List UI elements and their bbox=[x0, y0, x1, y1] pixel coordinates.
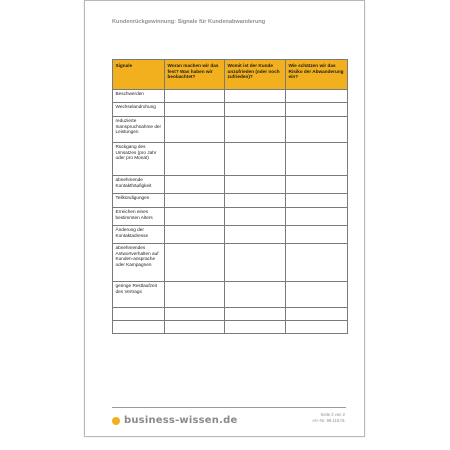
risk-cell bbox=[286, 193, 348, 207]
observation-cell bbox=[165, 175, 225, 193]
observation-cell bbox=[165, 281, 225, 307]
risk-cell bbox=[286, 243, 348, 281]
risk-cell bbox=[286, 142, 348, 175]
risk-cell bbox=[286, 320, 348, 333]
header-cell-risk: Wie schätzen wir das Risiko der Abwanderung ein? bbox=[286, 60, 348, 90]
header-cell-dissatisfaction: Womit ist der Kunde unzufrieden (oder noch zufrieden)? bbox=[225, 60, 286, 90]
risk-cell bbox=[286, 102, 348, 116]
table-header-row bbox=[113, 60, 348, 90]
signal-cell: abnehmendes Antwortverhalten auf Kunden-ansprache oder Kampagnen bbox=[113, 243, 165, 281]
observation-cell bbox=[165, 89, 225, 102]
observation-cell bbox=[165, 225, 225, 243]
table-row bbox=[113, 243, 348, 281]
dissatisfaction-cell bbox=[225, 320, 286, 333]
dissatisfaction-cell bbox=[225, 89, 286, 102]
page-info bbox=[312, 412, 345, 424]
dissatisfaction-cell bbox=[225, 175, 286, 193]
dissatisfaction-cell bbox=[225, 281, 286, 307]
observation-cell bbox=[165, 243, 225, 281]
table-row bbox=[113, 193, 348, 207]
table-row bbox=[113, 307, 348, 320]
observation-cell bbox=[165, 207, 225, 225]
signal-cell: Teilkündigungen bbox=[113, 193, 165, 207]
dissatisfaction-cell bbox=[225, 243, 286, 281]
risk-cell bbox=[286, 225, 348, 243]
dissatisfaction-cell bbox=[225, 142, 286, 175]
signal-cell: geringe Restlaufzeit des Vertrags bbox=[113, 281, 165, 307]
observation-cell bbox=[165, 320, 225, 333]
dissatisfaction-cell bbox=[225, 193, 286, 207]
signal-cell: reduzierte Inanspruchnahme der Leistungen bbox=[113, 116, 165, 142]
header-cell-observation: Woran machen wir das fest? Was haben wir beobachtet? bbox=[165, 60, 225, 90]
observation-cell bbox=[165, 102, 225, 116]
table-row bbox=[113, 142, 348, 175]
article-number: Art.-Nr. 99.118.01 bbox=[312, 418, 345, 423]
signal-cell: Wechselandrohung bbox=[113, 102, 165, 116]
brand-name: business-wissen.de bbox=[124, 415, 238, 426]
risk-cell bbox=[286, 116, 348, 142]
brand-logo bbox=[112, 415, 237, 426]
dissatisfaction-cell bbox=[225, 102, 286, 116]
risk-cell bbox=[286, 175, 348, 193]
table-row bbox=[113, 102, 348, 116]
table-row bbox=[113, 116, 348, 142]
page-number: Seite 2 von 2 bbox=[320, 412, 345, 417]
signals-table bbox=[112, 59, 348, 334]
table-row bbox=[113, 281, 348, 307]
risk-cell bbox=[286, 89, 348, 102]
footer-divider bbox=[112, 407, 346, 408]
observation-cell bbox=[165, 307, 225, 320]
risk-cell bbox=[286, 281, 348, 307]
dissatisfaction-cell bbox=[225, 225, 286, 243]
document-title: Kundenrückgewinnung: Signale für Kundenabwanderung bbox=[112, 19, 266, 25]
dissatisfaction-cell bbox=[225, 207, 286, 225]
signal-cell: Änderung der Kontaktadresse bbox=[113, 225, 165, 243]
dissatisfaction-cell bbox=[225, 116, 286, 142]
observation-cell bbox=[165, 142, 225, 175]
table-row bbox=[113, 175, 348, 193]
signal-cell bbox=[113, 320, 165, 333]
risk-cell bbox=[286, 207, 348, 225]
signal-cell: Beschwerden bbox=[113, 89, 165, 102]
signal-cell: abnehmende Kontakthäufigkeit bbox=[113, 175, 165, 193]
observation-cell bbox=[165, 193, 225, 207]
signal-cell: Rückgang des Umsatzes (pro Jahr oder pro Monat) bbox=[113, 142, 165, 175]
header-cell-signals: Signale bbox=[113, 60, 165, 90]
signal-cell: Erreichen eines bestimmten Alters bbox=[113, 207, 165, 225]
dissatisfaction-cell bbox=[225, 307, 286, 320]
observation-cell bbox=[165, 116, 225, 142]
document-page bbox=[84, 0, 365, 437]
brand-dot-icon bbox=[112, 417, 120, 425]
table-row bbox=[113, 89, 348, 102]
risk-cell bbox=[286, 307, 348, 320]
table-row bbox=[113, 207, 348, 225]
signal-cell bbox=[113, 307, 165, 320]
table-row bbox=[113, 225, 348, 243]
table-row bbox=[113, 320, 348, 333]
